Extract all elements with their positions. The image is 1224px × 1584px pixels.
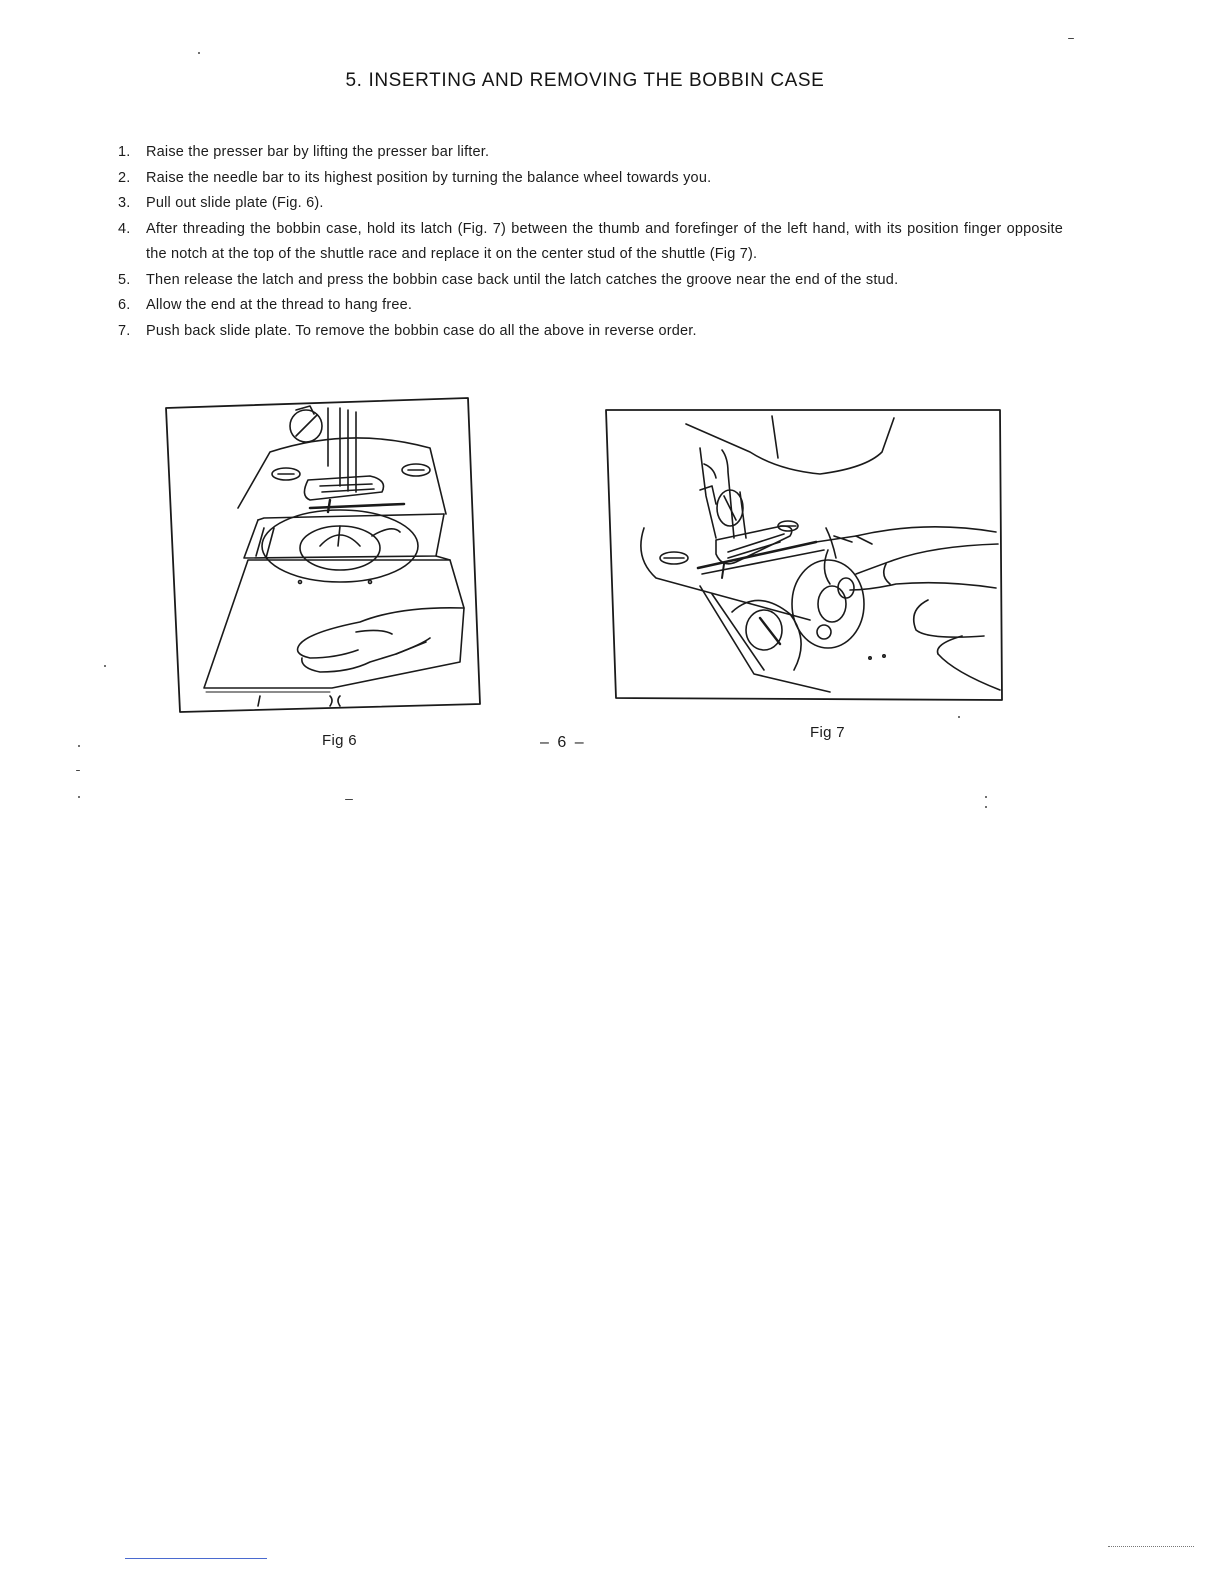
step-number: 6. — [118, 297, 131, 313]
scan-artifact — [104, 665, 106, 667]
scan-artifact — [198, 52, 200, 54]
scan-artifact — [76, 770, 80, 771]
step-text: Pull out slide plate (Fig. 6). — [146, 195, 324, 211]
step-text: Raise the presser bar by lifting the presser bar lifter. — [146, 144, 490, 160]
scan-artifact — [1068, 38, 1074, 39]
step-number: 3. — [118, 195, 131, 211]
page-title: 5. INSERTING AND REMOVING THE BOBBIN CASE — [345, 70, 825, 91]
step-number: 1. — [118, 144, 131, 160]
scan-artifact — [78, 796, 80, 798]
step-text: Raise the needle bar to its highest position by turning the balance wheel towards you. — [146, 169, 712, 186]
step-text: Allow the end at the thread to hang free. — [146, 297, 413, 313]
figure-7-illustration — [604, 408, 1006, 703]
scan-artifact — [125, 1558, 267, 1559]
instruction-step — [118, 268, 1063, 294]
step-text: Then release the latch and press the bobbin case back until the latch catches the groove near the end of the stud. — [146, 271, 899, 288]
scan-artifact — [78, 745, 80, 747]
instruction-step — [118, 293, 1063, 319]
scan-artifact — [1108, 1546, 1194, 1547]
instruction-step — [118, 191, 1063, 217]
figure-6-illustration — [160, 396, 485, 716]
figure-6-caption: Fig 6 — [322, 732, 357, 749]
instruction-step — [118, 140, 1063, 166]
scan-artifact — [345, 799, 353, 800]
scan-artifact — [958, 716, 960, 718]
step-number: 2. — [118, 169, 131, 186]
page-number: – 6 – — [540, 734, 586, 751]
step-number: 4. — [118, 220, 131, 237]
step-number: 7. — [118, 322, 131, 339]
step-text: Push back slide plate. To remove the bobbin case do all the above in reverse order. — [146, 322, 697, 339]
figure-7-caption: Fig 7 — [810, 724, 845, 741]
scan-artifact — [985, 796, 987, 798]
instruction-list — [118, 140, 1063, 344]
step-text: After threading the bobbin case, hold its latch (Fig. 7) between the thumb and forefinger of the left hand, with its position finger opposite the notch at the top of the shuttle race and replace it on the center stud of the shuttle (Fig 7). — [146, 220, 1063, 262]
instruction-step — [118, 319, 1063, 345]
scan-artifact — [985, 806, 987, 808]
step-number: 5. — [118, 271, 131, 288]
instruction-step — [118, 217, 1063, 268]
instruction-step — [118, 166, 1063, 192]
